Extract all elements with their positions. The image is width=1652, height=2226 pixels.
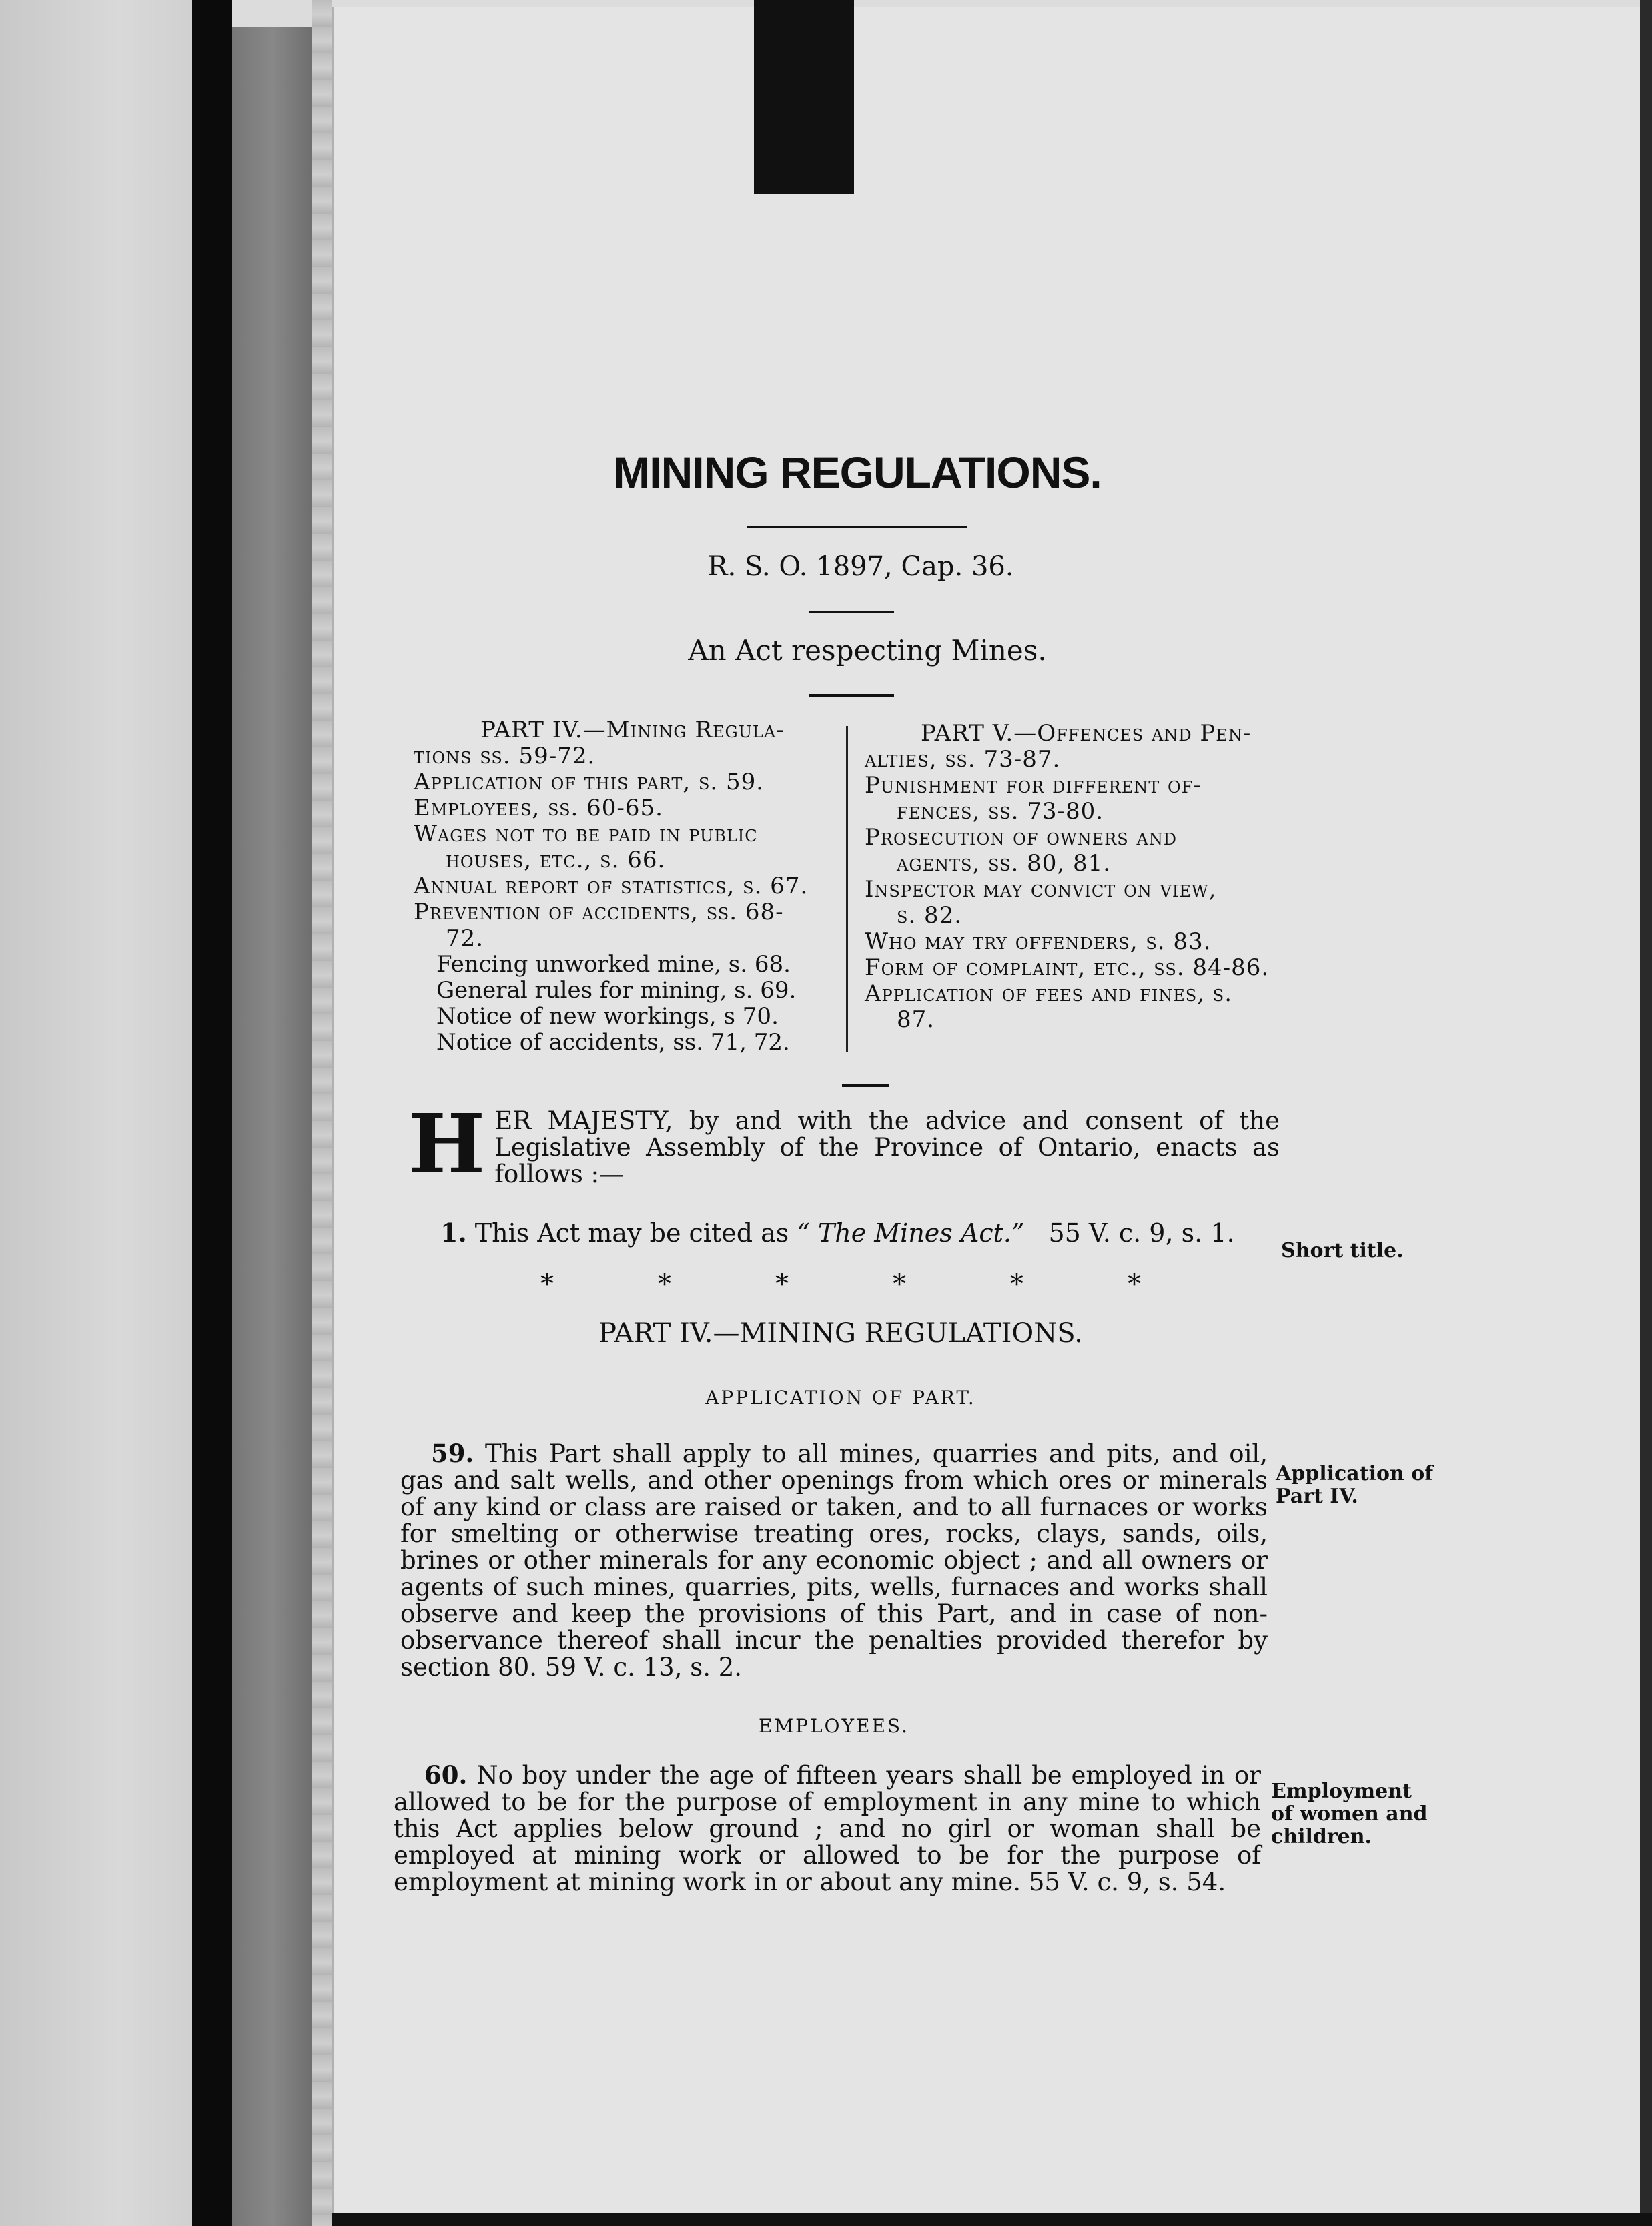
act-rule xyxy=(809,694,894,697)
toc-right-item: Application of fees and fines, s. xyxy=(865,980,1233,1007)
section-number: 59. xyxy=(431,1439,474,1468)
enacting-text: ER MAJESTY, by and with the advice and consent of the Legislative Assembly of the Province of Ontario, enacts as follows :— xyxy=(494,1106,1280,1188)
toc-left-item: houses, etc., s. 66. xyxy=(446,847,666,873)
toc-right-item: 87. xyxy=(897,1006,935,1033)
asterisk: * xyxy=(1010,1269,1023,1300)
toc-rule xyxy=(842,1084,889,1087)
margin-note-line: Employment xyxy=(1271,1780,1412,1803)
torn-page-edge xyxy=(312,0,332,2226)
binding-shadow xyxy=(192,0,232,2226)
toc-left-item: Employees, ss. 60-65. xyxy=(414,795,663,821)
margin-note-line: Part IV. xyxy=(1276,1485,1358,1508)
toc-right-item: Who may try offenders, s. 83. xyxy=(865,928,1212,955)
toc-right-item: Form of complaint, etc., ss. 84-86. xyxy=(865,954,1270,981)
section-1-title: “ The Mines Act.” xyxy=(797,1218,1025,1248)
asterisk: * xyxy=(658,1269,671,1300)
toc-right-heading-1: PART V.—Offences and Pen- xyxy=(921,720,1252,747)
toc-left-item: Application of this part, s. 59. xyxy=(414,769,765,795)
toc-left-heading-1: PART IV.—Mining Regula- xyxy=(480,717,785,743)
section-59 xyxy=(400,1440,1268,1681)
margin-note-short-title: Short title. xyxy=(1281,1239,1404,1262)
toc-right xyxy=(865,721,1292,1033)
left-page-edge xyxy=(0,0,200,2226)
title-rule xyxy=(747,526,967,528)
toc-right-item: Punishment for different of- xyxy=(865,772,1202,799)
binding-clip xyxy=(754,0,854,194)
toc-left-heading-2: tions ss. 59-72. xyxy=(414,743,596,769)
toc-left-subitem: General rules for mining, s. 69. xyxy=(436,977,797,1004)
section-number: 1. xyxy=(440,1218,467,1248)
toc-right-item: Inspector may convict on view, xyxy=(865,876,1217,903)
section-60 xyxy=(394,1762,1261,1896)
toc-left-item: Annual report of statistics, s. 67. xyxy=(414,873,809,899)
toc-right-item: agents, ss. 80, 81. xyxy=(897,850,1112,877)
section-1-text-b: 55 V. c. 9, s. 1. xyxy=(1048,1218,1235,1248)
asterisk: * xyxy=(775,1269,789,1300)
section-1 xyxy=(440,1218,1235,1248)
section-1-text-a: This Act may be cited as xyxy=(474,1218,789,1248)
citation: R. S. O. 1897, Cap. 36. xyxy=(707,551,1014,582)
toc-left-subitem: Fencing unworked mine, s. 68. xyxy=(436,951,791,978)
toc-right-item: fences, ss. 73-80. xyxy=(897,798,1104,825)
page-title: MINING REGULATIONS. xyxy=(613,448,1102,497)
margin-note-line: of women and xyxy=(1271,1802,1428,1826)
margin-note-line: Application of xyxy=(1276,1462,1434,1485)
section-59-text: This Part shall apply to all mines, quarries and pits, and oil, gas and salt wells, and other openings from which ores or minerals of any kind or class are raised or taken, and to all furnaces or works for smelting or otherwise treating ores, rocks, clays, sands, oils, brines or other minerals for any economic object ; and all owners or agents of such mines, quarries, pits, wells, furnaces and works shall observe and keep the provisions of this Part, and in case of non-observance thereof shall incur the penalties provided therefor by section 80. 59 V. c. 13, s. 2. xyxy=(400,1439,1268,1682)
toc-left-item: Wages not to be paid in public xyxy=(414,821,758,847)
toc-right-heading-2: alties, ss. 73-87. xyxy=(865,746,1061,773)
dropcap: H xyxy=(408,1096,486,1192)
toc-left-item: 72. xyxy=(446,925,484,952)
asterisk: * xyxy=(540,1269,554,1300)
margin-note-application xyxy=(1276,1463,1433,1508)
asterisk: * xyxy=(893,1269,906,1300)
act-title: An Act respecting Mines. xyxy=(688,634,1047,667)
toc-left-subitem: Notice of accidents, ss. 71, 72. xyxy=(436,1029,790,1056)
bottom-edge-shadow xyxy=(332,2213,1652,2226)
margin-note-employment xyxy=(1271,1780,1428,1848)
toc-left-subitem: Notice of new workings, s 70. xyxy=(436,1003,779,1030)
part-heading: PART IV.—MINING REGULATIONS. xyxy=(598,1318,1083,1349)
toc-right-item: Prosecution of owners and xyxy=(865,824,1178,851)
margin-note-line: children. xyxy=(1271,1825,1372,1848)
sub-heading-employees: EMPLOYEES. xyxy=(759,1715,909,1737)
toc-right-item: s. 82. xyxy=(897,902,963,929)
right-edge-shadow xyxy=(1640,0,1652,2226)
section-number: 60. xyxy=(424,1760,468,1790)
asterisk: * xyxy=(1128,1269,1141,1300)
section-60-text: No boy under the age of fifteen years shall be employed in or allowed to be for the purpose of employment in any mine to which this Act applies below ground ; and no girl or woman shall be employed at mining work or allowed to be for the purpose of employment at mining work in or about any mine. 55 V. c. 9, s. 54. xyxy=(394,1761,1261,1896)
citation-rule xyxy=(809,611,894,613)
enacting-clause xyxy=(408,1096,1280,1192)
binding-strip xyxy=(232,27,312,2226)
toc-left xyxy=(414,717,841,1056)
asterisk-separator xyxy=(540,1269,1141,1300)
sub-heading-application: APPLICATION OF PART. xyxy=(705,1387,976,1409)
toc-left-item: Prevention of accidents, ss. 68- xyxy=(414,899,784,925)
toc-divider xyxy=(846,726,848,1052)
